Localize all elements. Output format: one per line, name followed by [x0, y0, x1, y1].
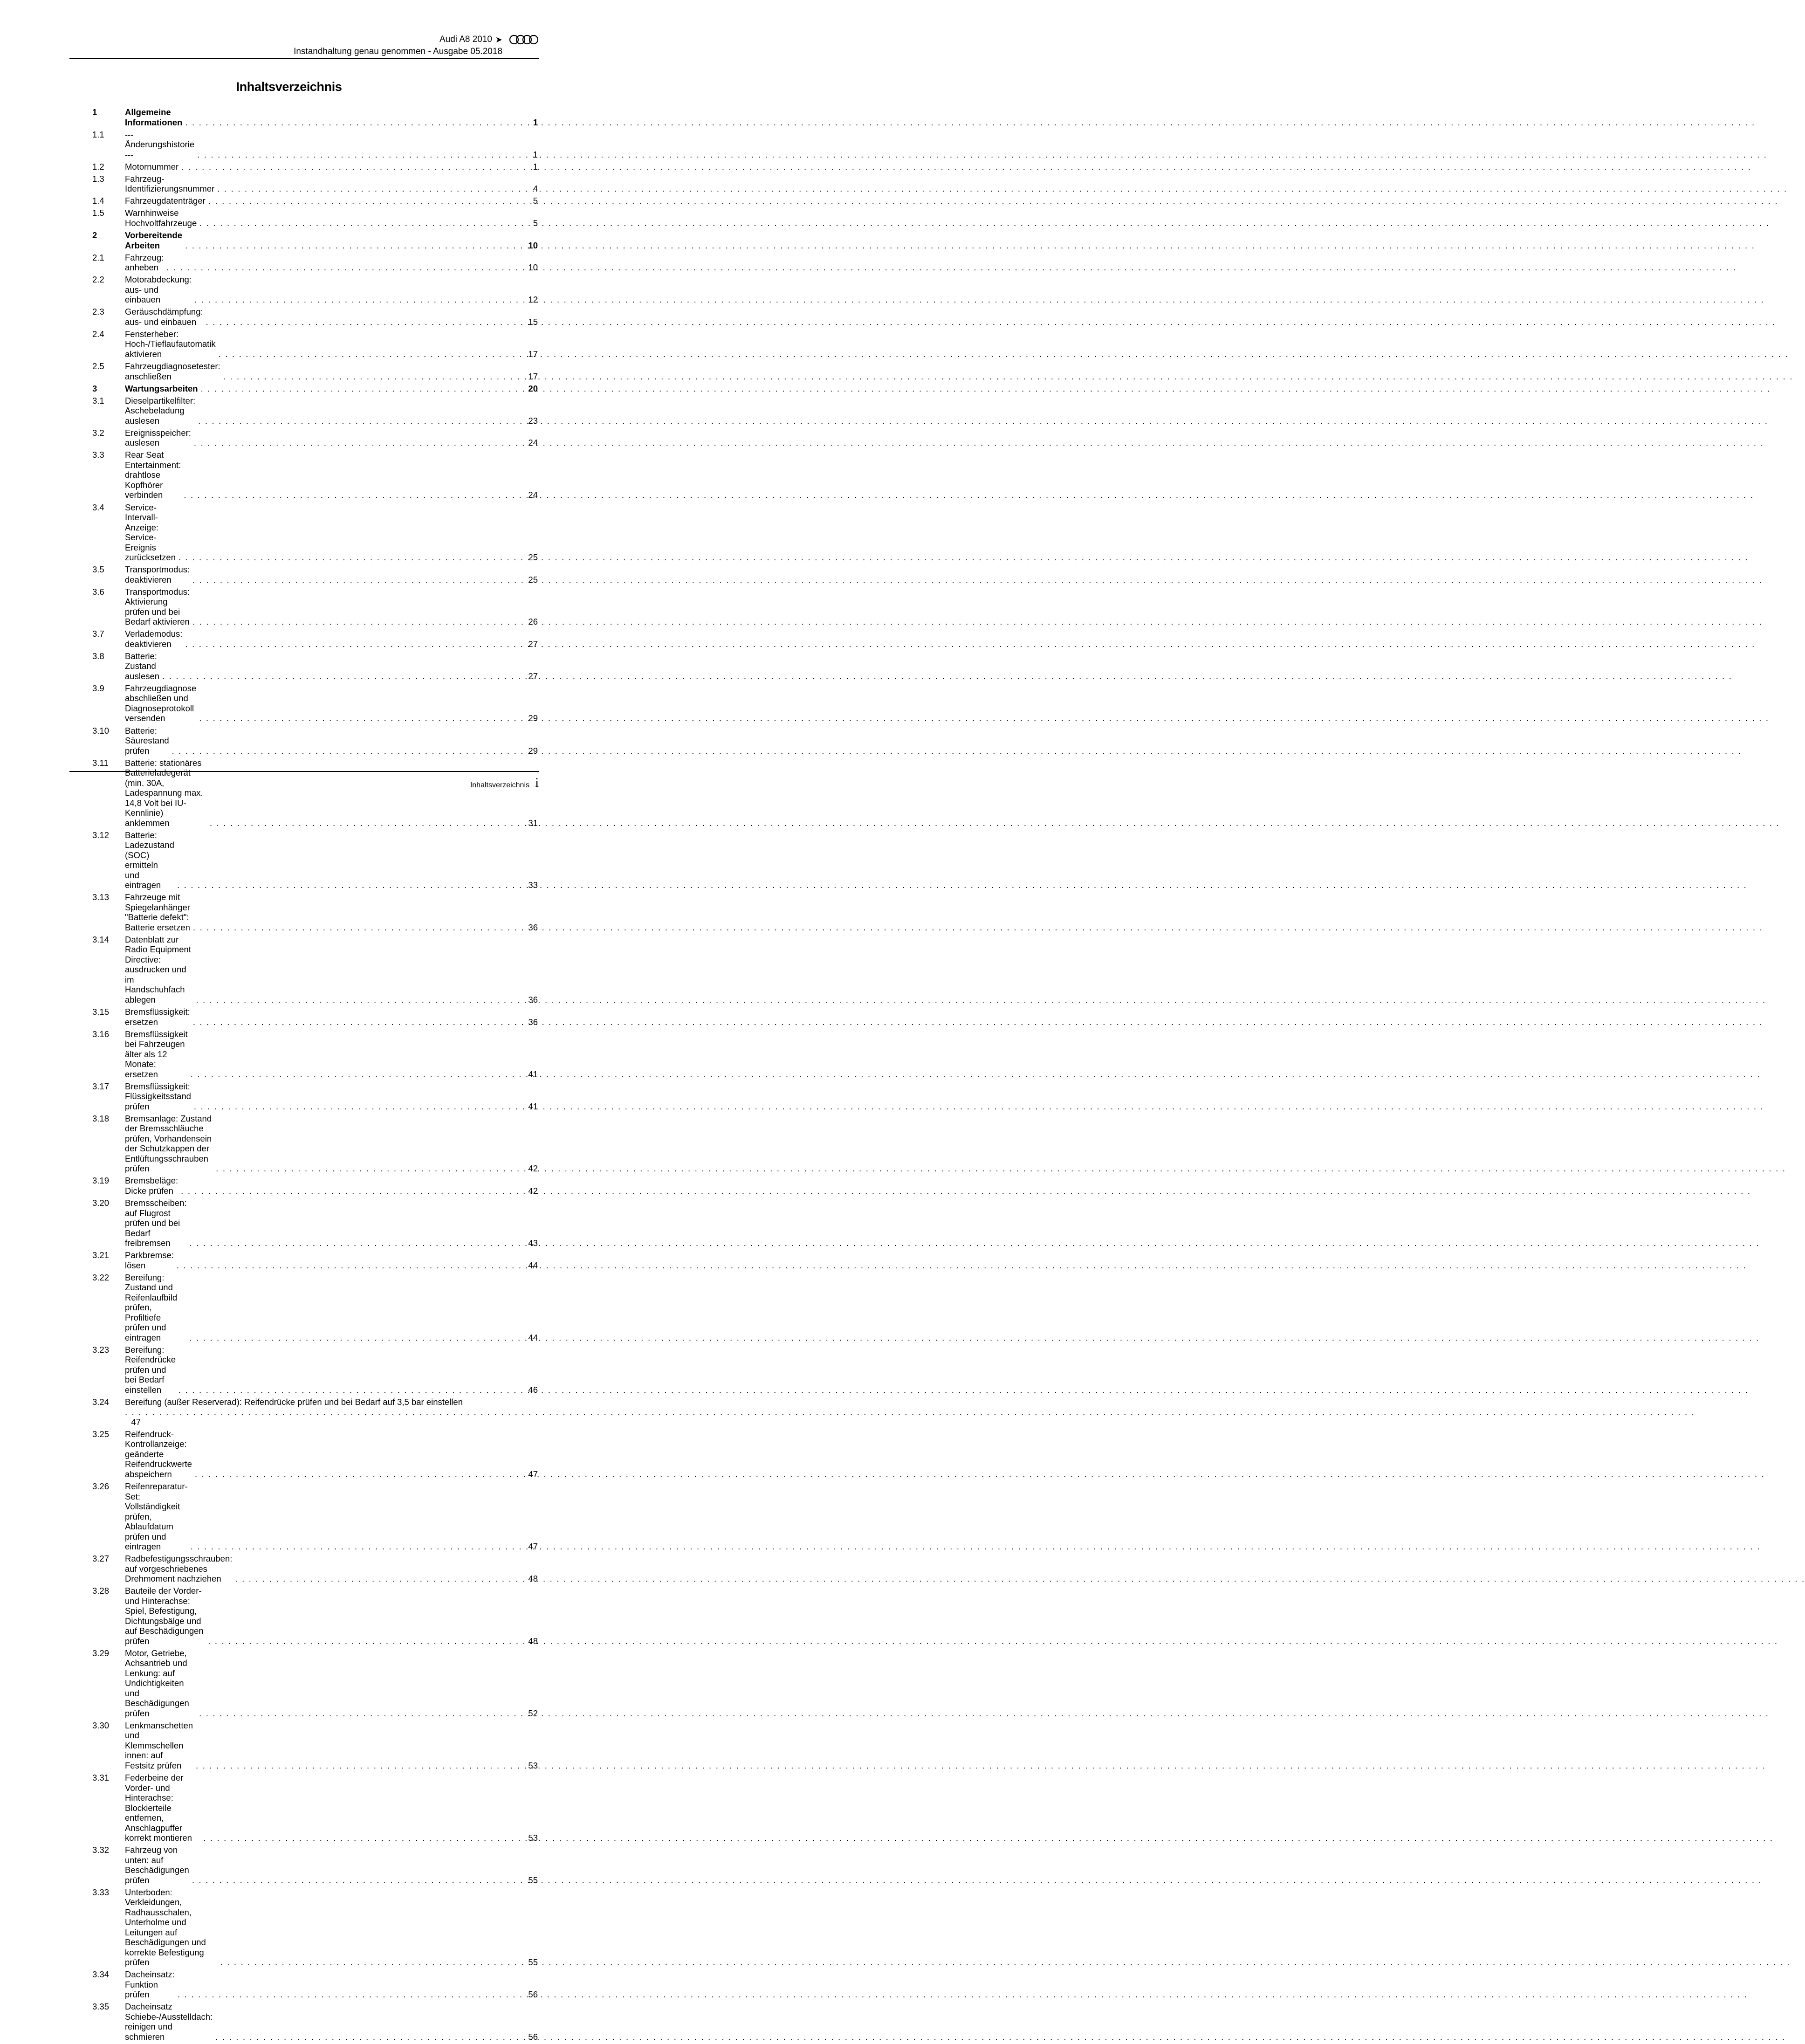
toc-entry-title: Batterie: stationäres Batterieladegerät (min. 30A, Ladespannung max. 14,8 Volt bei IU-Kennlinie) anklemmen	[125, 757, 203, 828]
toc-entry[interactable]	[92, 450, 538, 500]
dot-leader	[178, 1186, 522, 1196]
toc-entry-page: 17	[528, 371, 538, 381]
toc-entry-title: Fahrzeug-Identifizierungsnummer	[125, 173, 215, 194]
toc-entry-page: 53	[528, 1833, 538, 1843]
toc-entry-page: 48	[528, 1636, 538, 1646]
toc-entry[interactable]	[92, 1250, 538, 1270]
toc-entry-page: 55	[528, 1957, 538, 1968]
toc-entry[interactable]	[92, 587, 538, 627]
toc-entry-number: 2.1	[92, 252, 104, 262]
toc-entry-title: Lenkmanschetten und Klemmschellen innen: auf Festsitz prüfen	[125, 1720, 193, 1770]
toc-entry[interactable]	[92, 683, 538, 723]
toc-entry[interactable]	[92, 935, 538, 1005]
footer-divider	[69, 771, 539, 772]
toc-chapter[interactable]	[92, 384, 538, 394]
toc-entry[interactable]	[92, 275, 538, 305]
toc-entry[interactable]	[92, 1029, 538, 1080]
toc-entry-number: 3.4	[92, 502, 104, 512]
toc-entry-page: 56	[528, 1989, 538, 2000]
toc-entry-number: 3.5	[92, 564, 104, 575]
toc-entry[interactable]	[92, 208, 538, 228]
toc-entry-number: 1	[92, 107, 97, 117]
dot-leader	[164, 262, 522, 273]
toc-entry-page: 27	[528, 639, 538, 649]
toc-entry-title: Fahrzeug: anheben	[125, 252, 164, 273]
toc-entry[interactable]	[92, 629, 538, 649]
dot-leader	[186, 1333, 522, 1343]
toc-entry-page: 10	[528, 262, 538, 273]
toc-entry-title: Fahrzeugdatenträger	[125, 196, 206, 206]
dot-leader	[188, 1069, 522, 1080]
toc-entry[interactable]	[92, 361, 538, 381]
toc-entry-title: Reifendruck-Kontrollanzeige: geänderte Reifendruckwerte abspeichern	[125, 1429, 192, 1479]
toc-entry-number: 3.30	[92, 1720, 110, 1730]
toc-entry[interactable]	[92, 130, 538, 160]
toc-entry-number: 3.21	[92, 1250, 110, 1260]
toc-entry[interactable]	[92, 1481, 538, 1552]
dot-leader	[232, 1574, 522, 1584]
toc-entry-title: Batterie: Zustand auslesen	[125, 651, 160, 681]
toc-entry-title: Federbeine der Vorder- und Hinterachse: Blockierteile entfernen, Anschlagpuffer korrekt montieren	[125, 1773, 192, 1843]
toc-entry-number: 3.11	[92, 757, 109, 768]
toc-entry-number: 3.31	[92, 1773, 110, 1783]
toc-entry[interactable]	[92, 174, 538, 194]
dot-leader	[206, 196, 522, 206]
toc-entry[interactable]	[92, 1887, 538, 1968]
toc-entry[interactable]	[92, 502, 538, 563]
toc-entry-number: 1.2	[92, 161, 104, 172]
footer-page-number: i	[535, 776, 539, 790]
dot-leader	[198, 384, 522, 394]
toc-entry[interactable]	[92, 1198, 538, 1248]
toc-entry-title: Dacheinsatz: Funktion prüfen	[125, 1969, 175, 2000]
toc-entry-number: 2	[92, 230, 97, 241]
toc-entry[interactable]	[92, 2002, 538, 2042]
toc-entry-title: Bremsanlage: Zustand der Bremsschläuche prüfen, Vorhandensein der Schutzkappen der Entlüftungsschrauben prüfen	[125, 1113, 212, 1174]
toc-entry-number: 3.8	[92, 651, 104, 661]
toc-entry[interactable]	[92, 162, 538, 172]
toc-entry-page: 25	[528, 552, 538, 562]
page-header	[69, 34, 539, 59]
table-of-contents	[92, 107, 538, 2044]
toc-entry[interactable]	[92, 1773, 538, 1843]
toc-entry-title: Reifenreparatur-Set: Vollständigkeit prüfen, Ablaufdatum prüfen und eintragen	[125, 1481, 188, 1552]
toc-entry-page: 47	[528, 1542, 538, 1552]
toc-entry-title: Rear Seat Entertainment: drahtlose Kopfhörer verbinden	[125, 450, 181, 500]
toc-entry-title: Batterie: Säurestand prüfen	[125, 725, 169, 756]
toc-entry-page: 4	[533, 184, 538, 194]
toc-entry-page: 1	[533, 117, 538, 127]
toc-entry[interactable]	[92, 830, 538, 890]
toc-entry[interactable]	[92, 892, 538, 932]
toc-entry-page: 48	[528, 1574, 538, 1584]
toc-entry[interactable]	[92, 1721, 538, 1771]
toc-chapter[interactable]	[92, 230, 538, 250]
toc-entry-number: 3.23	[92, 1344, 110, 1355]
toc-entry-title: Warnhinweise Hochvoltfahrzeuge	[125, 208, 197, 228]
toc-entry[interactable]	[92, 329, 538, 359]
dot-leader	[195, 416, 522, 426]
toc-entry-title: Fensterheber: Hoch-/Tieflaufautomatik aktivieren	[125, 329, 216, 359]
toc-entry-page: 26	[528, 617, 538, 627]
toc-entry[interactable]	[92, 1273, 538, 1343]
toc-entry-number: 3.35	[92, 2002, 110, 2012]
dot-leader	[196, 713, 522, 723]
dot-leader	[214, 184, 522, 194]
toc-entry-number: 3.22	[92, 1272, 110, 1282]
toc-entry-number: 3.25	[92, 1429, 110, 1439]
toc-entry-number: 2.2	[92, 275, 104, 285]
toc-entry-title: Bremsflüssigkeit bei Fahrzeugen älter als 12 Monate: ersetzen	[125, 1029, 188, 1079]
dot-leader	[193, 1761, 522, 1771]
toc-entry-title: Transportmodus: Aktivierung prüfen und bei Bedarf aktivieren	[125, 586, 190, 627]
toc-entry[interactable]	[92, 1345, 538, 1395]
edition-subtitle: Instandhaltung genau genommen - Ausgabe 05.2018	[294, 47, 502, 56]
dot-leader	[182, 241, 522, 251]
dot-leader	[190, 617, 522, 627]
toc-entry-page: 10	[528, 240, 538, 250]
toc-entry-number: 3.2	[92, 427, 104, 438]
dot-leader	[193, 995, 522, 1005]
toc-entry-number: 3.32	[92, 1845, 110, 1855]
toc-entry-title: Bereifung (außer Reserverad): Reifendrücke prüfen und bei Bedarf auf 3,5 bar einstellen	[125, 1397, 463, 1407]
dot-leader	[194, 150, 522, 160]
toc-entry-title: Datenblatt zur Radio Equipment Directive: ausdrucken und im Handschuhfach ablegen	[125, 934, 191, 1005]
toc-entry-title: Fahrzeugdiagnose abschließen und Diagnoseprotokoll versenden	[125, 683, 197, 723]
toc-entry[interactable]	[92, 1397, 538, 1427]
toc-entry-number: 3.17	[92, 1081, 110, 1091]
dot-leader	[182, 639, 522, 649]
dot-leader	[190, 575, 522, 585]
toc-entry-title: Unterboden: Verkleidungen, Radhausschalen, Unterholme und Leitungen auf Beschädigungen und korrekte Befestigung prüfen	[125, 1887, 206, 1968]
dot-leader	[197, 218, 522, 228]
toc-entry-number: 3.15	[92, 1007, 110, 1017]
toc-entry[interactable]	[92, 253, 538, 273]
toc-entry-page: 41	[528, 1101, 538, 1111]
dot-leader	[213, 2032, 522, 2042]
toc-entry-number: 3.13	[92, 892, 110, 902]
toc-entry-title: Motorabdeckung: aus- und einbauen	[125, 275, 192, 305]
toc-entry-page: 23	[528, 415, 538, 426]
toc-entry-number: 3.29	[92, 1648, 110, 1658]
toc-entry-number: 3.16	[92, 1029, 110, 1039]
toc-entry-page: 27	[528, 671, 538, 681]
toc-entry-number: 3.9	[92, 683, 104, 693]
toc-entry-page: 5	[533, 218, 538, 228]
toc-entry-page: 31	[528, 818, 538, 828]
toc-entry[interactable]	[92, 1845, 538, 1885]
page-title: Inhaltsverzeichnis	[236, 80, 342, 94]
toc-entry-number: 3.18	[92, 1113, 110, 1123]
toc-entry-page: 25	[528, 574, 538, 585]
dot-leader	[169, 746, 522, 756]
toc-entry[interactable]	[92, 1176, 538, 1196]
dot-leader	[207, 818, 522, 828]
toc-entry-page: 36	[528, 922, 538, 932]
toc-entry-number: 3.7	[92, 629, 104, 639]
audi-rings-logo	[509, 34, 539, 45]
toc-entry-title: Fahrzeuge mit Spiegelanhänger "Batterie defekt": Batterie ersetzen	[125, 892, 190, 932]
dot-leader	[220, 372, 522, 382]
toc-entry-page: 44	[528, 1332, 538, 1342]
toc-entry-title: Verlademodus: deaktivieren	[125, 629, 183, 649]
toc-entry-page: 42	[528, 1163, 538, 1174]
arrow-icon: ➤	[495, 35, 502, 44]
dot-leader	[187, 1238, 522, 1248]
toc-entry-title: Radbefestigungsschrauben: auf vorgeschriebenes Drehmoment nachziehen	[125, 1554, 233, 1584]
toc-entry-number: 3.34	[92, 1969, 110, 1980]
dot-leader	[203, 317, 522, 327]
toc-entry[interactable]	[92, 196, 538, 206]
toc-entry-number: 3.1	[92, 395, 104, 406]
dot-leader	[125, 1407, 538, 1417]
toc-entry-page: 1	[533, 149, 538, 159]
dot-leader	[218, 1957, 522, 1968]
dot-leader	[176, 1385, 522, 1395]
toc-entry[interactable]	[92, 1114, 538, 1174]
toc-entry-page: 47	[528, 1469, 538, 1479]
dot-leader	[176, 552, 522, 563]
toc-chapter[interactable]	[92, 107, 538, 127]
toc-entry[interactable]	[92, 758, 538, 828]
toc-entry-title: Motor, Getriebe, Achsantrieb und Lenkung: auf Undichtigkeiten und Beschädigungen prüfen	[125, 1648, 189, 1718]
dot-leader	[175, 1989, 522, 2000]
toc-entry-title: Bremsbeläge: Dicke prüfen	[125, 1176, 178, 1196]
toc-entry-number: 3.28	[92, 1586, 110, 1596]
toc-entry-page: 42	[528, 1185, 538, 1196]
toc-entry-title: Bremsscheiben: auf Flugrost prüfen und bei Bedarf freibremsen	[125, 1198, 187, 1248]
toc-entry-page: 20	[528, 383, 538, 393]
toc-entry-page: 41	[528, 1069, 538, 1079]
toc-entry-page: 15	[528, 317, 538, 327]
dot-leader	[190, 922, 522, 933]
toc-entry-page: 36	[528, 994, 538, 1005]
toc-entry-title: Bereifung: Reifendrücke prüfen und bei Bedarf einstellen	[125, 1344, 176, 1395]
dot-leader	[178, 162, 522, 172]
dot-leader	[181, 490, 522, 500]
toc-entry-title: Bremsflüssigkeit: Flüssigkeitsstand prüfen	[125, 1081, 191, 1111]
dot-leader	[174, 880, 522, 890]
toc-entry-title: Service-Intervall-Anzeige: Service-Ereignis zurücksetzen	[125, 502, 176, 562]
toc-entry-number: 3.24	[92, 1397, 110, 1407]
toc-entry[interactable]	[92, 396, 538, 426]
toc-entry-title: Fahrzeugdiagnosetester: anschließen	[125, 361, 220, 381]
toc-entry-page: 36	[528, 1017, 538, 1027]
vehicle-model: Audi A8 2010	[439, 34, 492, 44]
toc-entry-page: 24	[528, 490, 538, 500]
toc-entry-page: 33	[528, 880, 538, 890]
toc-entry-page: 56	[528, 2031, 538, 2042]
toc-entry-title: Fahrzeug von unten: auf Beschädigungen prüfen	[125, 1845, 189, 1885]
toc-entry-page: 53	[528, 1760, 538, 1770]
toc-entry-page: 43	[528, 1238, 538, 1248]
toc-entry-title: Allgemeine Informationen	[125, 107, 183, 127]
dot-leader	[191, 438, 522, 448]
toc-entry-title: Bereifung: Zustand und Reifenlaufbild prüfen, Profiltiefe prüfen und eintragen	[125, 1272, 178, 1342]
dot-leader	[188, 1542, 522, 1552]
toc-entry-page: 12	[528, 295, 538, 305]
toc-entry-title: Transportmodus: deaktivieren	[125, 564, 190, 585]
toc-entry-number: 2.4	[92, 329, 104, 339]
dot-leader	[190, 1017, 522, 1027]
toc-entry-number: 3.27	[92, 1554, 110, 1564]
dot-leader	[191, 1101, 522, 1112]
toc-entry-number: 1.4	[92, 196, 104, 206]
toc-entry-number: 2.5	[92, 361, 104, 372]
toc-entry-number: 3.3	[92, 450, 104, 460]
dot-leader	[200, 1833, 522, 1843]
toc-entry-number: 3.33	[92, 1887, 110, 1897]
toc-entry[interactable]	[92, 1007, 538, 1027]
toc-entry-title: Bauteile der Vorder- und Hinterachse: Spiel, Befestigung, Dichtungsbälge und auf Beschädigungen prüfen	[125, 1586, 204, 1646]
toc-entry-title: Ereignisspeicher: auslesen	[125, 427, 191, 448]
toc-entry-number: 1.5	[92, 208, 104, 218]
toc-entry-number: 2.3	[92, 307, 104, 317]
toc-entry-number: 3.26	[92, 1481, 110, 1492]
toc-entry-title: Wartungsarbeiten	[125, 383, 198, 393]
toc-entry-title: Dieselpartikelfilter: Aschebeladung auslesen	[125, 395, 196, 426]
toc-entry-number: 3.14	[92, 934, 110, 944]
dot-leader	[159, 671, 522, 681]
toc-entry-page: 5	[533, 196, 538, 206]
toc-entry-number: 3	[92, 383, 97, 393]
dot-leader	[192, 1469, 522, 1480]
toc-entry-title: --- Änderungshistorie ---	[125, 129, 195, 159]
toc-entry-page: 29	[528, 745, 538, 756]
toc-entry-title: Bremsflüssigkeit: ersetzen	[125, 1007, 190, 1027]
dot-leader	[205, 1636, 522, 1646]
toc-entry-title: Vorbereitende Arbeiten	[125, 230, 183, 250]
toc-entry-title: Batterie: Ladezustand (SOC) ermitteln und eintragen	[125, 830, 174, 890]
toc-entry-page: 47	[131, 1417, 141, 1427]
toc-entry-number: 3.6	[92, 586, 104, 597]
toc-entry[interactable]	[92, 1586, 538, 1646]
footer-label: Inhaltsverzeichnis	[470, 781, 529, 789]
toc-entry-page: 44	[528, 1260, 538, 1270]
toc-entry-title: Geräuschdämpfung: aus- und einbauen	[125, 307, 203, 327]
toc-entry-number: 3.19	[92, 1176, 110, 1186]
toc-entry-number: 3.20	[92, 1198, 110, 1208]
toc-entry[interactable]	[92, 651, 538, 681]
dot-leader	[174, 1260, 522, 1271]
toc-entry-page: 55	[528, 1875, 538, 1885]
toc-entry[interactable]	[92, 564, 538, 585]
toc-entry-number: 1.3	[92, 173, 104, 184]
toc-entry[interactable]	[92, 307, 538, 327]
toc-entry[interactable]	[92, 726, 538, 756]
toc-entry-number: 1.1	[92, 129, 104, 139]
toc-entry-page: 46	[528, 1384, 538, 1395]
toc-entry-number: 3.10	[92, 725, 110, 736]
toc-entry-title: Dacheinsatz Schiebe-/Ausstelldach: reinigen und schmieren	[125, 2002, 213, 2042]
toc-entry-page: 29	[528, 713, 538, 723]
toc-entry-page: 1	[533, 161, 538, 172]
dot-leader	[213, 1163, 522, 1174]
toc-entry-title: Parkbremse: lösen	[125, 1250, 174, 1270]
dot-leader	[196, 1708, 522, 1719]
toc-entry-title: Motornummer	[125, 161, 179, 172]
toc-entry[interactable]	[92, 1554, 538, 1584]
toc-entry-page: 52	[528, 1708, 538, 1718]
dot-leader	[192, 295, 522, 305]
toc-entry[interactable]	[92, 1429, 538, 1480]
toc-entry-number: 3.12	[92, 830, 110, 840]
toc-entry-page: 17	[528, 349, 538, 359]
toc-entry[interactable]	[92, 1648, 538, 1719]
dot-leader	[189, 1875, 522, 1886]
toc-entry[interactable]	[92, 428, 538, 448]
toc-entry-page: 24	[528, 438, 538, 448]
dot-leader	[216, 349, 522, 359]
dot-leader	[182, 117, 522, 128]
toc-entry[interactable]	[92, 1081, 538, 1112]
toc-entry[interactable]	[92, 1969, 538, 2000]
